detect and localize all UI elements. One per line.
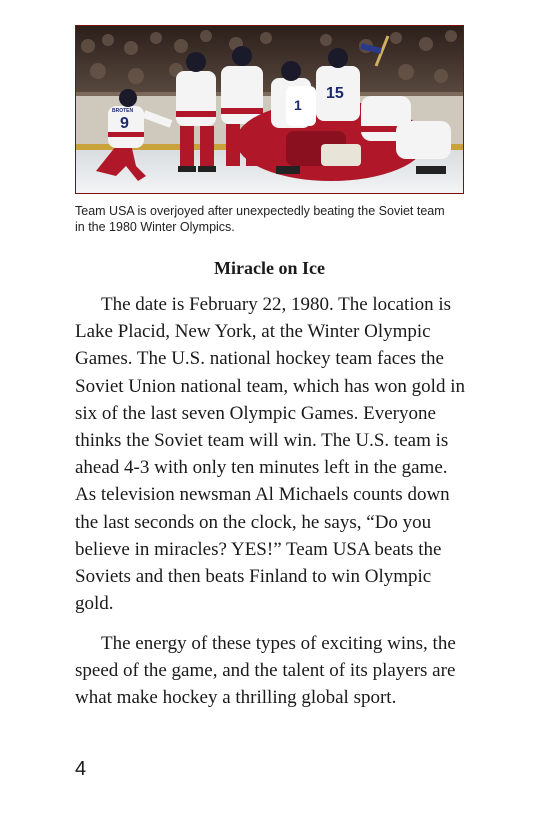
caption-line-1: Team USA is overjoyed after unexpectedly beating the Soviet team — [75, 204, 445, 218]
page-number: 4 — [75, 758, 87, 780]
body-paragraph-1: The date is February 22, 1980. The location is Lake Placid, New York, at the Winter Olympic Games. The U.S. national hockey team faces the Soviet Union national team, which has won gold in six of the last seven Olympic Games. Everyone thinks the Soviet team will win. The U.S. team is ahead 4-3 with only ten minutes left in the game. As television newsman Al Michaels counts down the last seconds on the clock, he says, “Do you believe in miracles? YES!” Team USA beats the Soviets and then beats Finland to win Olympic gold. — [75, 294, 465, 615]
jersey-number-9: 9 — [120, 115, 129, 132]
photo-caption — [75, 203, 475, 235]
section-title: Miracle on Ice — [214, 258, 325, 278]
jersey-number-15: 15 — [326, 85, 344, 102]
hockey-celebration-photo — [75, 25, 464, 194]
caption-line-2: in the 1980 Winter Olympics. — [75, 220, 235, 234]
jersey-name-plate: BROTEN — [112, 108, 134, 114]
jersey-number-1: 1 — [294, 97, 302, 113]
photo-illustration — [76, 26, 463, 193]
body-paragraph-2: The energy of these types of exciting wins, the speed of the game, and the talent of its players are what make hockey a thrilling global sport. — [75, 633, 456, 709]
